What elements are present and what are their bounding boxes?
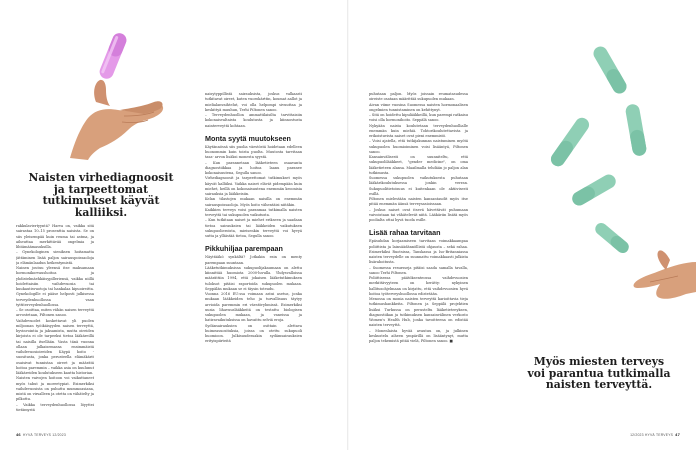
subheading-monta-syyta: Monta syytä muutokseen	[205, 133, 291, 143]
paragraph: – Monenlaista hyvää avautuu on, ja julkinen keskustelu aiheen ympärillä on lisääntynyt, mutta paljon tekemistä pitää vielä, Piltonen sanoo. ■	[369, 328, 468, 343]
left-headline: Naisten virhediagnoosit ja tarpeettomat tutkimukset käyvät kalliiksi.	[28, 171, 174, 219]
subheading-pikkuhiljaa: Pikkuhiljaa parempaan	[205, 244, 283, 254]
paragraph: naisytyppillistä sairauksista, joskus valkaasti tutkitavat oireet, kuten vuorokärttin, koumat aallot ja mielialanvaihtelut, voi olla helpompi sivuuttaa ja keskittyä muuhun, Terhi Piltonen sanoo.	[205, 92, 302, 112]
paragraph: – Gynekologinen sieniksen hoitamatta jättäminen lisää paljon sairauspoissaoloja ja elämänlaadun heikentymistä.	[16, 250, 94, 265]
paragraph: – Joskus naiset ovat itsevä hävettävät puhumaan vaivoistaan tai vähätelevät niitä. Lääkäriin lisätä myös poolialta ottai hyvä tuoda esille.	[369, 207, 468, 222]
paragraph: Suomessa sukupuolen vaikutuksesta puhutaan lääkärikoulutuksessa jonkin verran. Sukupuolitietoisuus ei kuitenkaan ole aktiivisesti esillä.	[369, 176, 468, 196]
page-gutter	[347, 0, 349, 450]
hand-tossing-pills-icon	[520, 30, 696, 330]
paragraph: Käytännössä siis puolia väestöstä hoidetaan edelleen huonommin kuin toista puolta. Muutosta tarvitaan tasa- arvon lisäksi monesta syystä.	[205, 144, 302, 160]
paragraph: – Se osoittaa, miten vähän naisen terveyttä arvostetaan, Piltonen sanoo.	[16, 308, 94, 318]
paragraph: Virhediagnoosit ja tarpeettomat tutkimukset myös käyvät kalliiksi. Vaikka naiset elävät pidempään kuin miehet, heillä on kokonaisuutena enemmän kroonisia sairauksia ja lääkkeisiin.	[205, 176, 302, 196]
paragraph: Vuonna 2016 EU:ssa voimaan astui asetus, jonka mukaan lääkkeiden teho ja turvallisuus täytyy arvioida paremmin eri väestöryhmissä. Esimerkiksi uusia lihavuuslääkkeitä on testattu biologisen sukupuolen mukaan, ja vaneissa ja hatiravaikutuksissa on havaittu selviä eroja.	[205, 292, 302, 323]
folio-right-text: 12/2023 HYVÄ TERVEYS	[630, 433, 674, 437]
right-headline: Myös miesten terveys voi parantua tutkimalla naisten terveyttä.	[527, 355, 671, 392]
article-column-2	[205, 92, 302, 432]
paragraph: Aivan viime vuosina Suomessa naisten hormonaalisen ongelmien tunnistaminen on kehittynyt.	[369, 102, 468, 112]
hand-holding-pill-icon	[40, 30, 190, 160]
paragraph: – Kun parannetaan lääketieteen osaavanta diagnostiikkaa ja hoitoa laanu paranee kokonaisuutena, Segulla sanoo.	[205, 160, 302, 175]
column3-tail	[369, 239, 468, 344]
paragraph: Lääketutkimuksissa sukupuolijakaumaan on alettu kiinnittää huomiota 2000-luvulla. Yhdysvalloissa määrättiin 1994, että jokaisen lääketutkimuksen tuloksot pitäisi raportoida sukupuolen mukaan. Seppälän mukaan se ei täysin toteudu.	[205, 265, 302, 291]
page-number-left: 46	[16, 432, 21, 437]
paragraph: Naisten vaivojen hoitoon voi vaikuttaneet myös tabut ja moreetypiat. Esimerkiksi vaihdevuosista on puhuttu mummoasiana, mistä on virsalleen ja otetta on vähätelty ja pilkottu.	[16, 376, 94, 402]
folio-right	[630, 432, 680, 437]
paragraph: Piltonen mielestään naisten kansantaudit myös itse pitää enemmän äänsä terveysasioissaan.	[369, 197, 468, 207]
paragraph: Nainen joutuu yleensä itse maksamaan hormonikorvaushoitoa ja yhdistelmäehkäisypilleriensä, vaikka niillä hoidettaisiin vaihdevuosia tai kuukautisvuotoja tai hankalaa kipuoireitta. Gynekologille ei pääse helposti julkisessa terveydenhuollossa vaan tyttiterveydenhuollossa.	[16, 266, 94, 307]
column2-body	[205, 145, 302, 240]
paragraph: puhutaan paljon. Myös joissain reumatasudessa oireiste osataan määrittää sukupuolen mukaan.	[369, 92, 468, 102]
page-number-right: 47	[675, 432, 680, 437]
paragraph: – Terveydenhuollon ammattilaisilta tarvittaisiin kokonaisvaltaista koulutusta ja kiinnostusta nainterveyttä kohtaan.	[205, 113, 302, 128]
paragraph: Nykyään naista koulutetaan terveydenhuollialle enemmän kuin miehiä. Tohtorikoulutettavista ja erikoistuvista naiset ovat pieni enemmistö.	[369, 123, 468, 138]
article-column-1	[16, 224, 94, 432]
subheading-lisaa-rahaa: Lisää rahaa tarvitaan	[369, 228, 441, 238]
paragraph: Epäsuhdan korjaamiseen tarvitaan voimakkaampaa poliittista ja lainsäädännöllistä ohjausta – sekä rahaa. Esimerkiksi Ruotsissa, Tanskassa ja Iso-Britanniassa naisten terveydelle on suunnattu voimakkaasti julkista lisärahoitusta.	[369, 239, 468, 265]
paragraph: Kansainvälisesti on suunniteltu, että sukupuolilääkkeet, "gender medicine", on oma lääketieteen alansa. Maailmalla tehdään jo paljon alan tutkimusta.	[369, 155, 468, 175]
paragraph: Vaihdevuodet koskettavat yli puolen miljoonan työikäisyyden naisen terveyttä, hyvinvointia ja jaksamista, mutta oireiden kirjoista ei ole tarpeeksi tietoa lääkäreillä tai naisilla itsellään. Vasta tänä vuonna ollaan julkaisemassa ensimmäistä vaihdevuosioireiden Käypä hoito -suositusta, jonka perusteella elämäkärit osaisivat tunnistaa oireet ja määrätä hoitoa paremmin – vaikka asia on kuulunut lääkäreiden koulutukseen kautta historian.	[16, 318, 94, 375]
paragraph: Menossa on monia naisten terveyttä karioittavia tieja tutkimushankkeita. Piltonen ja Seppälä projektien lisäksi Turkussa on perusteltu lääketieteeyksen, diagnostiikan ja tutkimuksen kansainvälinen verkosto Women's Health Hub, jonka tavoitteena on edistää naisten terveyttä.	[369, 297, 468, 328]
paragraph: – Vaikka terveydenhuollossa löyyttei tietämystä	[16, 402, 94, 412]
paragraph: – Sitä on hoidettu kipulääkkeillä, kun parempi ratkaisu voisi olla hormonihoito. Seppälä sanoo.	[369, 113, 468, 123]
paragraph: Näyttääkö synkältä? Jotkakin esin on menty parempaan suuntaan.	[205, 255, 302, 265]
column3-body	[369, 92, 468, 223]
article-column-3	[369, 92, 468, 432]
paragraph: Kelan tilastojen mukaan naisilla on enemmän sairauspoissaoloja. Myös hoito vähentäisi niitäkin.	[205, 197, 302, 207]
paragraph: – Suomessa resursseja pitäisi saada samalla tavalla, sanoo Terhi Piltonen.	[369, 265, 468, 275]
column2-intro	[205, 92, 302, 129]
paragraph: – Voisi ajatella, että tutkijakunnan naistuminen myötä sukupuolen huomioiminen voisi lisääntyä, Piltonen sanoo.	[369, 139, 468, 154]
paragraph: Kaikkien terveys voisi paranmaa tutkimalla naisten terveyttä tai sukupuolen vaikutusta.	[205, 207, 302, 217]
folio-left	[16, 432, 66, 437]
paragraph: Sydänsairauksien on osittain alettava huimeasuosituksia, joissa on otettu sukupuoli huomioon. Julkisuudessakin sydämsairauksien erityispiirteitä	[205, 323, 302, 344]
column2-tail	[205, 255, 302, 344]
paragraph: rakkulaviertyyntä? Harva on, vaikka sitä sairastaa 10–15 prosenttia naisista. Se on siis yleisempää kuin reuma tai astma, ja aiheuttaa merkittävää ongelmia ja lihtämäämasuksilla.	[16, 224, 94, 249]
paragraph: – Kun tutkitaan naiset ja miehet erikseen ja saadaan tietoa sairauksien tai lääkkeiden vaikutuksen sukupuolieroista, mieisenkin terveyttä voi hyvyä sutta ja ylläistää tietoa, Segulla sanoo.	[205, 218, 302, 238]
paragraph: Poliittisessa päätöksenteossa vaihdevuosien merkittävyyteen on herätty: nykyinen hallitusohjelmaan on kirjattu, että vaihdevuosien hyvä hoitoa työterveyshuollossa edistetään.	[369, 276, 468, 296]
folio-left-text: HYVÄ TERVEYS 12/2023	[22, 433, 66, 437]
